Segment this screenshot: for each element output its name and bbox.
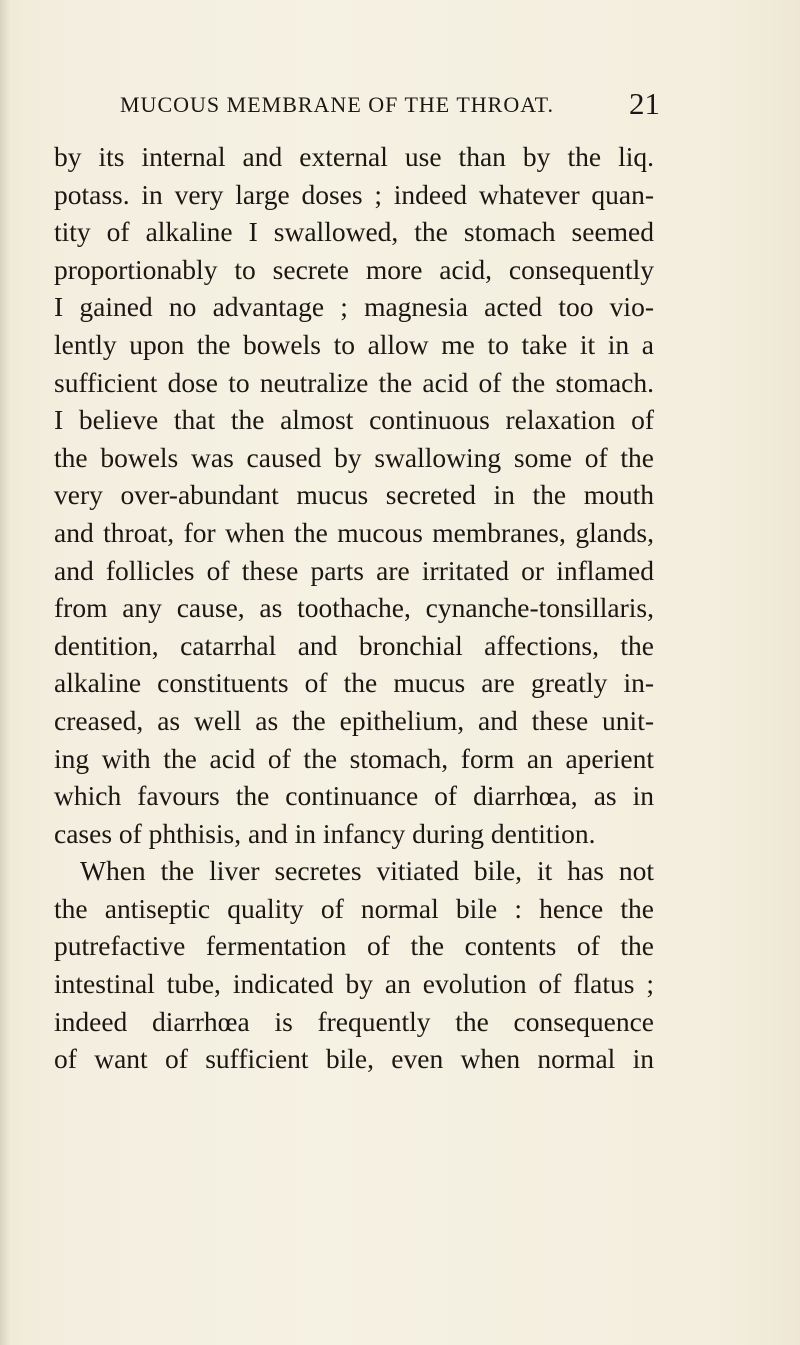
paragraph-2 [54,852,654,1078]
text-line: When the liver secretes vitiated bile, it has not [80,855,654,887]
text-line: alkaline constituents of the mucus are greatly in- [54,667,654,699]
text-line: the bowels was caused by swallowing some of the [54,441,654,473]
text-line: sufficient dose to neutralize the acid of the stomach. [54,366,654,398]
running-title: MUCOUS MEMBRANE OF THE THROAT. [120,92,554,117]
text-line: of want of sufficient bile, even when normal in [54,1043,654,1075]
text-line: putrefactive fermentation of the contents of the [54,930,654,962]
text-line: by its internal and external use than by the liq. [54,141,654,172]
text-line: from any cause, as toothache, cynanche-tonsillaris, [54,592,654,624]
body-text [54,138,654,1078]
text-line: tity of alkaline I swallowed, the stomach seemed [54,216,654,248]
text-line: I gained no advantage ; magnesia acted too vio- [54,291,654,323]
text-line: indeed diarrhœa is frequently the consequence [54,1005,654,1037]
text-line: ing with the acid of the stomach, form an aperient [54,742,654,774]
text-line: and follicles of these parts are irritated or inflamed [54,554,654,586]
text-line: and throat, for when the mucous membranes, glands, [54,516,654,548]
text-line: lently upon the bowels to allow me to take it in a [54,328,654,360]
text-line: dentition, catarrhal and bronchial affections, the [54,629,654,661]
text-line: proportionably to secrete more acid, consequently [54,253,654,285]
paragraph-1 [54,138,654,852]
running-head [120,86,660,126]
text-line: creased, as well as the epithelium, and these unit- [54,704,654,736]
page-number: 21 [629,86,660,121]
page-gutter-shadow [0,0,10,1345]
text-line: potass. in very large doses ; indeed whatever quan- [54,178,654,210]
text-line: the antiseptic quality of normal bile : hence the [54,892,654,924]
text-line: which favours the continuance of diarrhœa, as in [54,780,654,812]
text-line: very over-abundant mucus secreted in the mouth [54,479,654,511]
text-line: intestinal tube, indicated by an evolution of flatus ; [54,968,654,1000]
text-line: cases of phthisis, and in infancy during dentition. [54,817,596,849]
text-line: I believe that the almost continuous relaxation of [54,404,654,436]
